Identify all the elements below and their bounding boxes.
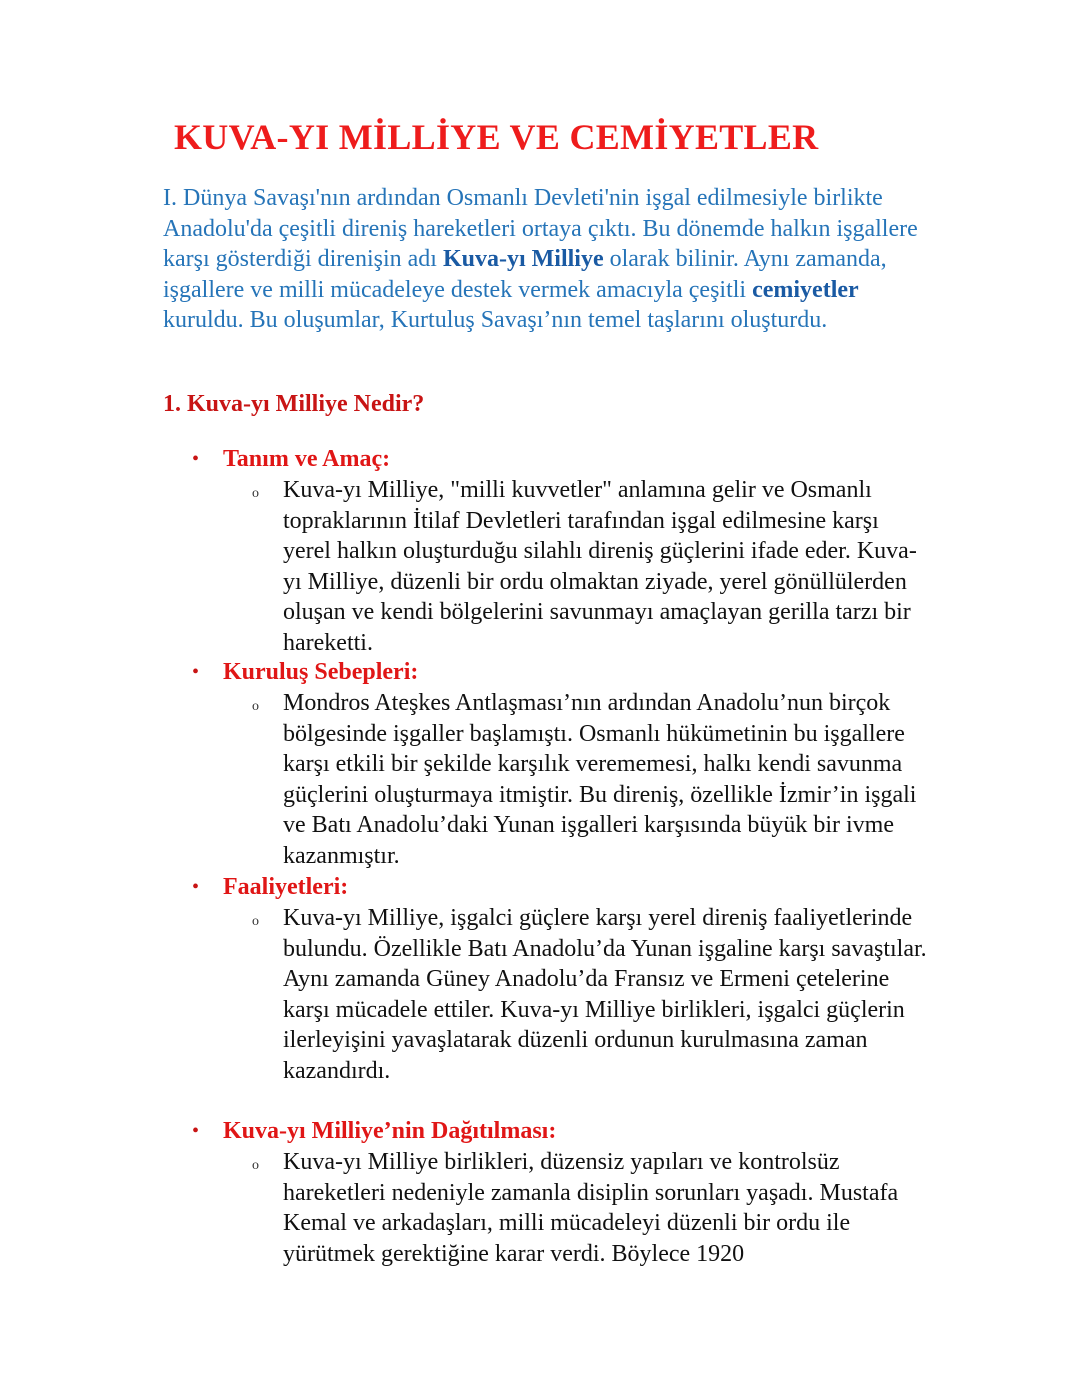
bullet-label: Kuruluş Sebepleri: — [223, 659, 419, 685]
sub-bullet-circle-icon: o — [252, 486, 259, 501]
bullet-text: Kuva-yı Milliye, işgalci güçlere karşı yerel direniş faaliyetlerinde bulundu. Özellikle Batı Anadolu’da Yunan işgaline karşı savaştılar. Aynı zamanda Güney Anadolu’da Fransız ve Ermeni çetelerine karşı mücadele ettiler. Kuva-yı Milliye birlikleri, işgalci güçlerin ilerleyişini yavaşlatarak düzenli ordunun kurulmasına zaman kazandırdı. — [283, 905, 927, 1084]
bullet-item-tanim — [192, 444, 932, 664]
bullet-dot-icon: • — [192, 1120, 200, 1142]
bullet-dot-icon: • — [192, 661, 200, 683]
bullet-item-dagitilmasi — [192, 1116, 932, 1276]
bullet-dot-icon: • — [192, 876, 200, 898]
bullet-label: Tanım ve Amaç: — [223, 446, 391, 472]
section-heading: 1. Kuva-yı Milliye Nedir? — [163, 391, 425, 417]
intro-text-2: olarak bilinir. Aynı zamanda, işgallere ve milli mücadeleye destek vermek amacıyla çeşitli — [163, 246, 887, 303]
sub-bullet-circle-icon: o — [252, 699, 259, 714]
bullet-label: Faaliyetleri: — [223, 874, 349, 900]
sub-bullet-circle-icon: o — [252, 1158, 259, 1173]
bullet-text: Kuva-yı Milliye birlikleri, düzensiz yapıları ve kontrolsüz hareketleri nedeniyle zamanla disiplin sorunları yaşadı. Mustafa Kemal ve arkadaşları, milli mücadeleyi düzenli bir ordu ile yürütmek gerektiğine karar verdi. Böylece 1920 — [283, 1149, 899, 1267]
bullet-item-faaliyetler — [192, 872, 932, 1122]
intro-text-3: kuruldu. Bu oluşumlar, Kurtuluş Savaşı’nın temel taşlarını oluşturdu. — [163, 307, 828, 334]
sub-bullet-circle-icon: o — [252, 914, 259, 929]
intro-bold-kuvayi-milliye: Kuva-yı Milliye — [442, 246, 604, 273]
document-title: KUVA-YI MİLLİYE VE CEMİYETLER — [174, 117, 819, 157]
intro-bold-cemiyetler: cemiyetler — [752, 276, 859, 303]
intro-text-1: I. Dünya Savaşı'nın ardından Osmanlı Devleti'nin işgal edilmesiyle birlikte Anadolu'da çeşitli direniş hareketleri ortaya çıktı. Bu dönemde halkın işgallere karşı gösterdiği direnişin adı — [163, 185, 918, 273]
bullet-label: Kuva-yı Milliye’nin Dağıtılması: — [223, 1118, 557, 1144]
bullet-text: Kuva-yı Milliye, "milli kuvvetler" anlamına gelir ve Osmanlı topraklarının İtilaf Devletleri tarafından işgal edilmesine karşı yerel halkın oluşturduğu silahlı direniş güçlerini ifade eder. Kuva-yı Milliye, düzenli bir ordu olmaktan ziyade, yerel gönüllülerden oluşan ve kendi bölgelerini savunmayı amaçlayan gerilla tarzı bir hareketti. — [283, 477, 917, 656]
bullet-text: Mondros Ateşkes Antlaşması’nın ardından Anadolu’nun birçok bölgesinde işgaller başlamıştı. Osmanlı hükümetinin bu işgallere karşı etkili bir şekilde karşılık verememesi, halkı kendi savunma güçlerini oluşturmaya itmiştir. Bu direniş, özellikle İzmir’in işgali ve Batı Anadolu’daki Yunan işgalleri karşısında büyük bir ivme kazanmıştır. — [283, 690, 917, 869]
bullet-item-kurulus — [192, 657, 932, 877]
bullet-dot-icon: • — [192, 448, 200, 470]
intro-paragraph — [163, 183, 933, 336]
